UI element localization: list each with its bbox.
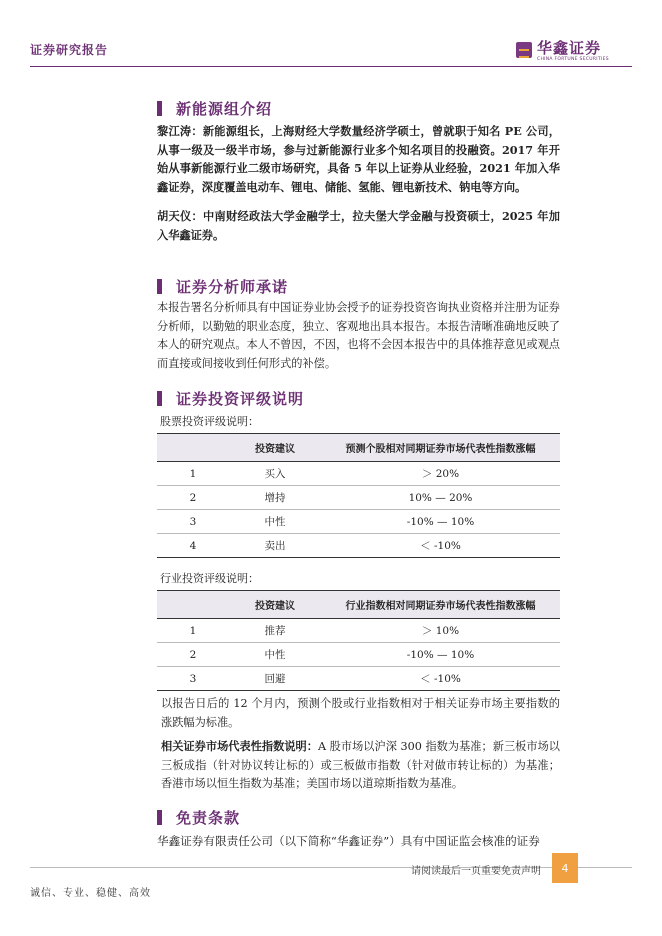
table-row xyxy=(157,534,560,558)
table-cell: -10% — 10% xyxy=(321,510,560,534)
table-cell: 4 xyxy=(157,534,229,558)
table-cell: ＜ -10% xyxy=(321,534,560,558)
logo-name-cn: 华鑫证券 xyxy=(537,39,602,57)
section-rating-title xyxy=(157,388,304,409)
table-header-cell: 投资建议 xyxy=(229,434,321,462)
logo-name-en: CHINA FORTUNE SECURITIES xyxy=(537,57,609,62)
footer-divider xyxy=(30,867,632,868)
table-header-cell xyxy=(157,434,229,462)
index-note-text: A 股市场以沪深 300 指数为基准；新三板市场以三板成指（针对协议转让标的）或三板做市指数（针对做市转让标的）为基准；香港市场以恒生指数为基准；美国市场以道琼斯指数为基准。 xyxy=(161,740,560,790)
table-row xyxy=(157,510,560,534)
section-team-heading: 新能源组介绍 xyxy=(176,100,273,118)
footer-disclaimer-note: 请阅读最后一页重要免责声明 xyxy=(411,866,541,877)
footer-slogan: 诚信、专业、稳健、高效 xyxy=(30,888,151,899)
rating-period-note: 以报告日后的 12 个月内，预测个股或行业指数相对于相关证券市场主要指数的涨跌幅为标准。 xyxy=(161,697,560,729)
disclaimer-text: 华鑫证券有限责任公司（以下简称“华鑫证券”）具有中国证监会核准的证券 xyxy=(157,834,540,848)
table-cell: 回避 xyxy=(229,667,321,691)
stock-rating-label: 股票投资评级说明： xyxy=(160,415,259,428)
table-cell: 1 xyxy=(157,619,229,643)
report-type-label: 证券研究报告 xyxy=(30,43,109,57)
logo-mark-icon xyxy=(516,42,532,58)
table-row xyxy=(157,619,560,643)
table-cell: ＞ 10% xyxy=(321,619,560,643)
table-row xyxy=(157,667,560,691)
table-header-cell: 预测个股相对同期证券市场代表性指数涨幅 xyxy=(321,434,560,462)
table-header-cell: 行业指数相对同期证券市场代表性指数涨幅 xyxy=(321,591,560,619)
industry-rating-label: 行业投资评级说明： xyxy=(160,572,259,585)
table-cell: 增持 xyxy=(229,486,321,510)
commitment-text: 本报告署名分析师具有中国证券业协会授予的证券投资咨询执业资格并注册为证券分析师，以勤勉的职业态度，独立、客观地出具本报告。本报告清晰准确地反映了本人的研究观点。本人不曾因，不因，也将不会因本报告中的具体推荐意见或观点而直接或间接收到任何形式的补偿。 xyxy=(157,301,560,370)
member-1-bio: 新能源组长，上海财经大学数量经济学硕士，曾就职于知名 PE 公司，从事一级及一级半市场，参与过新能源行业多个知名项目的投融资。2017 年开始从事新能源行业二级市场研究，具备 5 年以上证券从业经验，2021 年加入华鑫证券，深度覆盖电动车、锂电、储能、氢能、锂电新技术、钠电等方向。 xyxy=(157,124,560,194)
section-disclaimer-heading: 免责条款 xyxy=(176,809,241,827)
table-cell: 10% — 20% xyxy=(321,486,560,510)
index-note-label: 相关证券市场代表性指数说明： xyxy=(161,739,318,753)
member-1-name: 黎江涛： xyxy=(157,124,203,138)
page-number: 4 xyxy=(552,853,578,883)
table-cell: ＞ 20% xyxy=(321,462,560,486)
table-header-cell: 投资建议 xyxy=(229,591,321,619)
table-header-row xyxy=(157,434,560,462)
table-cell: 中性 xyxy=(229,510,321,534)
company-logo xyxy=(516,40,609,62)
table-header-cell xyxy=(157,591,229,619)
table-row xyxy=(157,486,560,510)
header-divider xyxy=(30,66,632,67)
index-note xyxy=(157,737,560,794)
section-marker xyxy=(157,391,162,406)
table-cell: 3 xyxy=(157,510,229,534)
section-team-title xyxy=(157,98,272,119)
table-cell: 推荐 xyxy=(229,619,321,643)
section-marker xyxy=(157,101,162,116)
member-2-bio: 中南财经政法大学金融学士，拉夫堡大学金融与投资硕士，2025 年加入华鑫证券。 xyxy=(157,209,560,242)
stock-rating-table xyxy=(157,433,560,558)
table-cell: 买入 xyxy=(229,462,321,486)
section-rating-heading: 证券投资评级说明 xyxy=(176,390,305,408)
table-cell: 2 xyxy=(157,486,229,510)
table-row xyxy=(157,643,560,667)
section-marker xyxy=(157,279,162,294)
table-cell: ＜ -10% xyxy=(321,667,560,691)
team-member-1 xyxy=(157,122,560,196)
section-commitment-heading: 证券分析师承诺 xyxy=(176,278,289,296)
table-cell: 中性 xyxy=(229,643,321,667)
table-cell: 3 xyxy=(157,667,229,691)
team-member-2 xyxy=(157,207,560,244)
table-cell: 1 xyxy=(157,462,229,486)
member-2-name: 胡天仪： xyxy=(157,209,203,223)
section-marker xyxy=(157,810,162,825)
table-cell: 卖出 xyxy=(229,534,321,558)
table-cell: -10% — 10% xyxy=(321,643,560,667)
table-row xyxy=(157,462,560,486)
table-header-row xyxy=(157,591,560,619)
table-cell: 2 xyxy=(157,643,229,667)
section-disclaimer-title xyxy=(157,807,240,828)
industry-rating-table xyxy=(157,590,560,691)
section-commitment-title xyxy=(157,276,288,297)
